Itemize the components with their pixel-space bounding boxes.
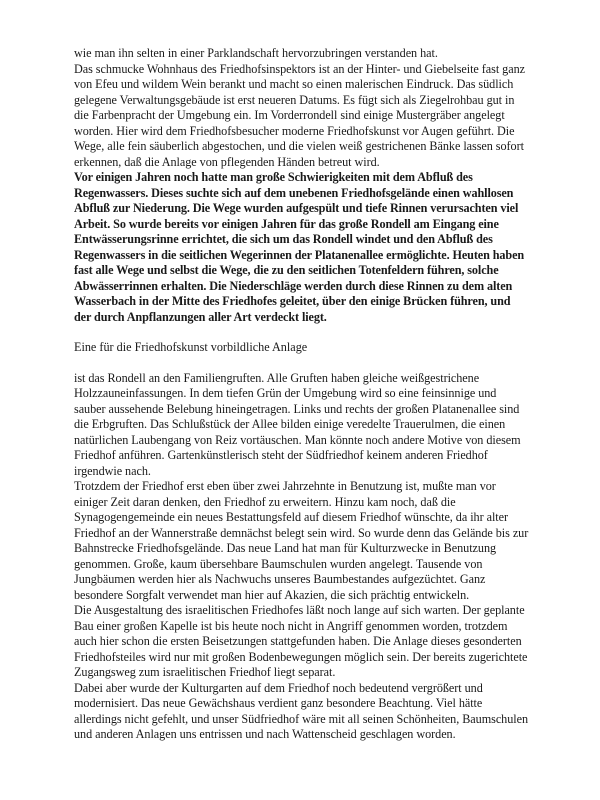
text-line: Bahnstrecke Friedhofsgelände. Das neue Land hat man für Kulturzwecke in Benutzung [74,541,497,555]
text-line: Das schmucke Wohnhaus des Friedhofsinspektors ist an der Hinter- und Giebelseite fast ganz [74,61,525,76]
bold-text-line: fast alle Wege und selbst die Wege, die zu den seitlichen Totenfeldern führen, solche [74,263,499,277]
text-line: Friedhof anführen. Gartenkünstlerisch steht der Südfriedhof keinem anderen Friedhof [74,448,488,462]
text-line: wie man ihn selten in einer Parklandschaft hervorzubringen verstanden hat. [74,46,438,60]
text-line: worden. Hier wird dem Friedhofsbesucher moderne Friedhofskunst vor Augen geführt. Die [74,123,515,138]
bold-text-line: Abwässerrinnen erhalten. Die Niederschläge werden durch diese Rinnen zu dem alten [74,278,513,293]
text-line: Friedhofsteiles wird nur mit großen Bodenbewegungen möglich sein. Der bereits zugerichtete [74,649,528,664]
paragraph-intro [74,46,580,170]
text-line: ist das Rondell an den Familiengruften. Alle Gruften haben gleiche weißgestrichene [74,370,480,385]
text-line: Friedhof an der Wannerstraße demnächst belegt sein wird. So wurde denn das Gelände bis zur [74,525,529,540]
bold-text-line: Entwässerungsrinne errichtet, die sich um das Rondell windet und den Abfluß des [74,232,493,246]
text-line: modernisiert. Das neue Gewächshaus verdient ganz besondere Beachtung. Viel hätte [74,696,483,710]
section-heading: Eine für die Friedhofskunst vorbildliche Anlage [74,340,308,354]
text-line: erkennen, daß die Anlage von pflegenden Händen betreut wird. [74,154,380,169]
paragraph-bold [74,170,580,325]
bold-text-line: Arbeit. So wurde bereits vor einigen Jahren für das große Rondell am Eingang eine [74,216,499,231]
text-line: Zugangsweg zum israelitischen Friedhof liegt separat. [74,665,336,679]
text-line: Synagogengemeinde ein neues Bestattungsfeld auf diesem Friedhof wünschte, da ihr alter [74,510,508,524]
text-line: sauber aussehende Belebung hineingetragen. Links und rechts der großen Platanenallee sind [74,401,520,416]
paragraph-main [74,371,580,743]
text-line: gelegene Verwaltungsgebäude ist erst neueren Datums. Es fügt sich als Ziegelrohbau gut in [74,92,515,107]
paragraph-spacer [74,325,580,340]
bold-text-line: Regenwassers in die seitlichen Wegerinnen der Platanenallee ermöglichte. Heuten haben [74,247,525,262]
text-line: natürlichen Laubengang von Reiz vortäuschen. Man könnte noch andere Motive von diesem [74,432,521,447]
bold-text-line: Regenwassers. Dieses suchte sich auf dem unebenen Friedhofsgelände einen wahllosen [74,185,514,200]
text-line: Die Ausgestaltung des israelitischen Friedhofes läßt noch lange auf sich warten. Der geplante [74,603,525,617]
text-line: Trotzdem der Friedhof erst eben über zwei Jahrzehnte in Benutzung ist, mußte man vor [74,479,496,493]
bold-text-line: Wasserbach in der Mitte des Friedhofes geleitet, über den einige Brücken führen, und [74,294,511,308]
text-line: Wege, alle fein säuberlich abgestochen, und die vielen weiß gestrichenen Bänke lassen sofort [74,139,524,153]
text-line: einiger Zeit daran denken, den Friedhof zu erweitern. Hinzu kam noch, daß die [74,494,456,509]
text-line: die Erbgruften. Das Schlußstück der Allee bilden einige veredelte Trauerulmen, die einen [74,417,506,431]
text-line: von Efeu und wildem Wein berankt und macht so einen malerischen Eindruck. Das südlich [74,77,514,91]
paragraph-spacer [74,356,580,371]
text-line: Holzzauneinfassungen. In dem tiefen Grün der Umgebung wird so eine feinsinnige und [74,386,497,400]
text-line: genommen. Große, kaum übersehbare Baumschulen wurden angelegt. Tausende von [74,556,483,571]
bold-text-line: der durch Anpflanzungen aller Art verdeckt liegt. [74,309,327,324]
text-line: allerdings nicht gefehlt, und unser Südfriedhof wäre mit all seinen Schönheiten, Baumschulen [74,711,529,726]
text-line: und anderen Anlagen uns entrissen und nach Wattenscheid geschlagen worden. [74,727,456,741]
text-line: auch hier schon die ersten Beisetzungen stattgefunden haben. Die Anlage dieses gesonderten [74,634,522,648]
text-line: Bau einer großen Kapelle ist bis heute noch nicht in Angriff genommen worden, trotzdem [74,618,508,633]
bold-text-line: Vor einigen Jahren noch hatte man große Schwierigkeiten mit dem Abfluß des [74,170,473,184]
text-line: Jungbäumen werden hier als Nachwuchs unseres Baumbestandes aufgezüchtet. Ganz [74,572,486,586]
text-line: irgendwie nach. [74,463,151,478]
text-line: Dabei aber wurde der Kulturgarten auf dem Friedhof noch bedeutend vergrößert und [74,680,483,695]
text-line: besondere Sorgfalt verwendet man hier auf Akazien, die sich prächtig entwickeln. [74,587,470,602]
bold-text-line: Abfluß zur Niederung. Die Wege wurden aufgespült und tiefe Rinnen verursachten viel [74,201,519,215]
text-line: die Farbenpracht der Umgebung ein. Im Vorderrondell sind einige Mustergräber angelegt [74,108,505,122]
